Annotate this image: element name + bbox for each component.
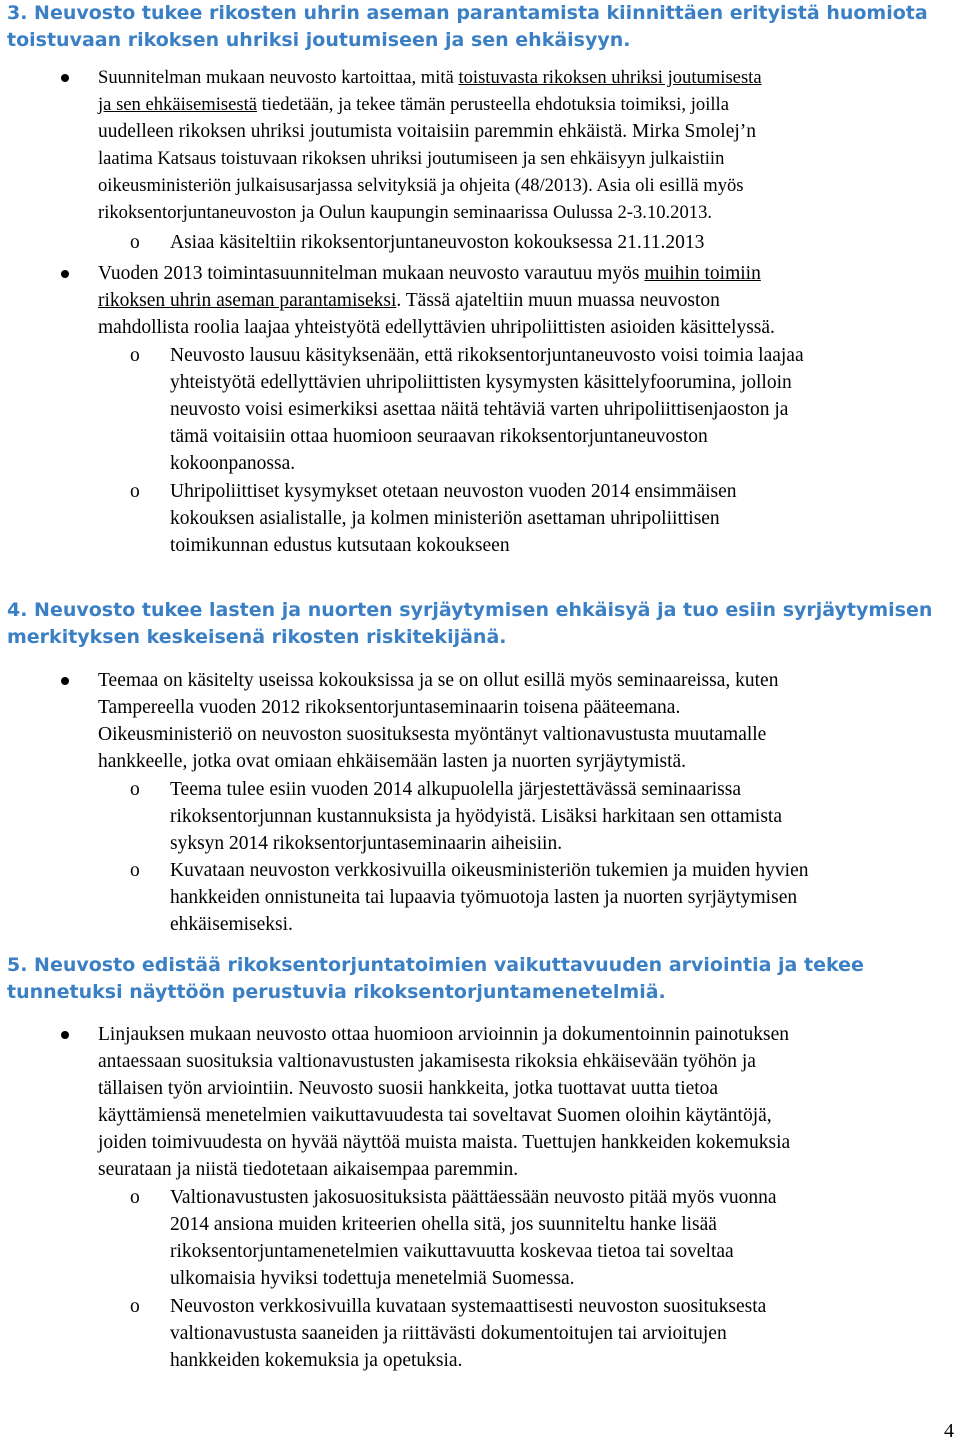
underlined-text: ja sen ehkäisemisestä — [98, 94, 258, 115]
text-segment: Vuoden 2013 toimintasuunnitelman mukaan neuvosto varautuu myös — [98, 263, 645, 284]
text-segment: tiedetään, ja tekee tämän perusteella ehdotuksia toimiksi, joilla — [257, 94, 729, 115]
text-line: Linjauksen mukaan neuvosto ottaa huomioon arvioinnin ja dokumentoinnin painotuksen — [98, 1024, 790, 1045]
underlined-text: muihin toimiin — [644, 263, 761, 284]
text-line: antaessaan suosituksia valtionavustusten jakamisesta rikoksia ehkäisevään työhön ja — [98, 1051, 756, 1072]
text-line: kokouksen asialistalle, ja kolmen ministeriön asettaman uhripoliittisen — [170, 508, 720, 529]
text-line: hankkeiden kokemuksia ja opetuksia. — [170, 1350, 463, 1371]
text-line: oikeusministeriön julkaisusarjassa selvityksiä ja ohjeita (48/2013). Asia oli esillä myös — [98, 175, 744, 196]
sub-bullet-marker: o — [130, 779, 140, 800]
underlined-text: toistuvasta rikoksen uhriksi joutumisesta — [458, 67, 762, 88]
text-line: Asiaa käsiteltiin rikoksentorjuntaneuvoston kokouksessa 21.11.2013 — [170, 232, 705, 253]
sub-bullet-marker: o — [130, 481, 140, 502]
text-line: Teemaa on käsitelty useissa kokouksissa ja se on ollut esillä myös seminaareissa, kuten — [98, 670, 779, 691]
text-line: hankkeiden onnistuneita tai lupaavia työmuotoja lasten ja nuorten syrjäytymisen — [170, 887, 798, 908]
text-line: tämä voitaisiin ottaa huomioon seuraavan rikoksentorjuntaneuvoston — [170, 426, 708, 447]
page-number: 4 — [944, 1420, 954, 1442]
text-line: rikoksentorjuntamenetelmien vaikuttavuutta koskevaa tietoa tai soveltaa — [170, 1241, 734, 1262]
sub-bullet-marker: o — [130, 1187, 140, 1208]
bullet-icon — [61, 270, 69, 278]
text-line: Uhripoliittiset kysymykset otetaan neuvoston vuoden 2014 ensimmäisen — [170, 481, 737, 502]
text-line — [98, 91, 729, 118]
text-line: Neuvoston verkkosivuilla kuvataan systemaattisesti neuvoston suosituksesta — [170, 1296, 767, 1317]
text-line: Kuvataan neuvoston verkkosivuilla oikeusministeriön tukemien ja muiden hyvien — [170, 860, 809, 881]
text-line: uudelleen rikoksen uhriksi joutumista voitaisiin paremmin ehkäistä. Mirka Smolej’n — [98, 121, 757, 142]
text-line: hankkeelle, jotka ovat omiaan ehkäisemään lasten ja nuorten syrjäytymistä. — [98, 751, 687, 772]
sub-bullet-marker: o — [130, 1296, 140, 1317]
bullet-icon — [61, 677, 69, 685]
bullet-icon — [61, 74, 69, 82]
section-5-heading: 5. Neuvosto edistää rikoksentorjuntatoimien vaikuttavuuden arviointia ja tekee tunnetuksi näyttöön perustuvia rikoksentorjuntamenetelmiä. — [7, 954, 864, 1003]
text-line — [98, 64, 762, 91]
text-line: 2014 ansiona muiden kriteerien ohella sitä, jos suunniteltu hanke lisää — [170, 1214, 717, 1235]
text-line — [98, 260, 761, 287]
text-line: Teema tulee esiin vuoden 2014 alkupuolella järjestettävässä seminaarissa — [170, 779, 741, 800]
sub-bullet-marker: o — [130, 860, 140, 881]
sub-bullet-marker: o — [130, 345, 140, 366]
text-line: tällaisen työn arviointiin. Neuvosto suosii hankkeita, jotka tuottavat uutta tietoa — [98, 1078, 719, 1099]
sub-bullet-marker: o — [130, 232, 140, 253]
text-line: Neuvosto lausuu käsityksenään, että rikoksentorjuntaneuvosto voisi toimia laajaa — [170, 345, 804, 366]
text-line — [98, 287, 720, 314]
text-line: valtionavustusta saaneiden ja riittävästi dokumentoitujen tai arvioitujen — [170, 1323, 727, 1344]
text-line: yhteistyötä edellyttävien uhripoliittisten kysymysten käsittelyfoorumina, jolloin — [170, 372, 792, 393]
text-segment: Suunnitelman mukaan neuvosto kartoittaa, mitä — [98, 67, 459, 88]
text-line: Valtionavustusten jakosuosituksista päättäessään neuvosto pitää myös vuonna — [170, 1187, 777, 1208]
text-line: käyttämiensä menetelmien vaikuttavuudesta tai soveltavat Suomen oloihin käytäntöjä, — [98, 1105, 772, 1126]
underlined-text: rikoksen uhrin aseman parantamiseksi — [98, 290, 397, 311]
section-4-heading: 4. Neuvosto tukee lasten ja nuorten syrjäytymisen ehkäisyä ja tuo esiin syrjäytymisen merkityksen keskeisenä rikosten riskitekijänä. — [7, 599, 933, 648]
text-line: neuvosto voisi esimerkiksi asettaa näitä tehtäviä varten uhripoliittisenjaoston ja — [170, 399, 789, 420]
text-segment: . Tässä ajateltiin muun muassa neuvoston — [396, 290, 720, 311]
text-line: ulkomaisia hyviksi todettuja menetelmiä Suomessa. — [170, 1268, 575, 1289]
text-line: Oikeusministeriö on neuvoston suosituksesta myöntänyt valtionavustusta muutamalle — [98, 724, 767, 745]
text-line: seurataan ja niistä tiedotetaan aikaisempaa paremmin. — [98, 1159, 519, 1180]
text-line: laatima Katsaus toistuvaan rikoksen uhriksi joutumiseen ja sen ehkäisyyn julkaistiin — [98, 148, 725, 169]
text-line: rikoksentorjuntaneuvoston ja Oulun kaupungin seminaarissa Oulussa 2-3.10.2013. — [98, 202, 713, 223]
text-line: syksyn 2014 rikoksentorjuntaseminaarin aiheisiin. — [170, 833, 563, 854]
text-line: ehkäisemiseksi. — [170, 914, 293, 935]
text-line: kokoonpanossa. — [170, 453, 296, 474]
text-line: rikoksentorjunnan kustannuksista ja hyödyistä. Lisäksi harkitaan sen ottamista — [170, 806, 782, 827]
bullet-icon — [61, 1031, 69, 1039]
text-line: joiden toimivuudesta on hyvää näyttöä muista maista. Tuettujen hankkeiden kokemuksia — [98, 1132, 791, 1153]
text-line: Tampereella vuoden 2012 rikoksentorjuntaseminaarin toisena pääteemana. — [98, 697, 681, 718]
text-line: mahdollista roolia laajaa yhteistyötä edellyttävien uhripoliittisten asioiden käsittelyssä. — [98, 317, 775, 338]
section-3-heading: 3. Neuvosto tukee rikosten uhrin aseman parantamista kiinnittäen erityistä huomiota toistuvaan rikoksen uhriksi joutumiseen ja sen ehkäisyyn. — [7, 2, 928, 51]
text-line: toimikunnan edustus kutsutaan kokoukseen — [170, 535, 510, 556]
